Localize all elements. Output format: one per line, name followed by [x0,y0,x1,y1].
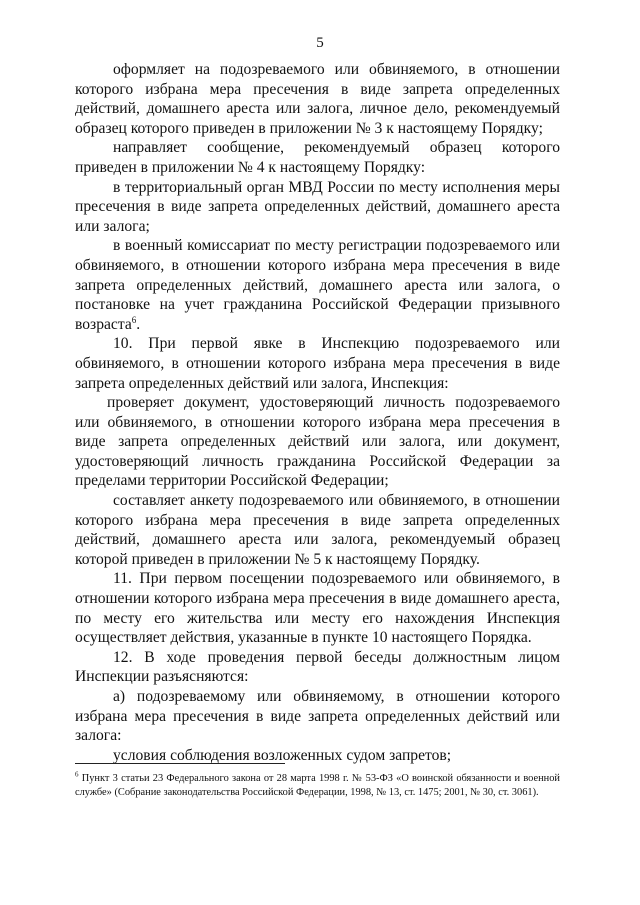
paragraph-questionnaire: составляет анкету подозреваемого или обвиняемого, в отношении которого избрана мера пресечения в виде запрета определенных действий, домашнего ареста или залога, рекомендуемый образец которой приведен в приложении № 5 к настоящему Порядку. [75,492,560,568]
footnote-reference: 6 [131,314,137,325]
footnote [75,772,560,799]
footnote-mark: 6 [75,770,79,779]
paragraph-conditions: условия соблюдения возложенных судом запретов; [113,746,452,764]
footnote-reference-punct: . [136,315,141,333]
paragraph-mvd-body: в территориальный орган МВД России по месту исполнения меры пресечения в виде запрета определенных действий, домашнего ареста или залога; [75,178,560,235]
paragraph-item-10: 10. При первой явке в Инспекцию подозреваемого или обвиняемого, в отношении которого избрана мера пресечения в виде запрета определенных действий или залога, Инспекция: [75,335,560,392]
footnote-text: Пункт 3 статьи 23 Федерального закона от 28 марта 1998 г. № 53-ФЗ «О воинской обязанности и военной службе» (Собрание законодательства Российской Федерации, 1998, № 13, ст. 1475; 2001, № 30, ст. 3061). [75,773,560,798]
paragraph-item-11: 11. При первом посещении подозреваемого или обвиняемого, в отношении которого избрана мера пресечения в виде домашнего ареста, по месту его жительства или месту его нахождения Инспекция осуществляет действия, указанные в пункте 10 настоящего Порядка. [75,570,560,647]
military-commissariat-text: в военный комиссариат по месту регистрации подозреваемого или обвиняемого, в отношении которого избрана мера пресечения в виде запрета определенных действий, домашнего ареста или залога, о постановке на учет гражданина Российской Федерации призывного возраста [75,237,560,333]
footnote-separator [75,763,285,764]
paragraph-item-12-a: а) подозреваемому или обвиняемому, в отношении которого избрана мера пресечения в виде запрета определенных действий или залога: [75,688,560,745]
document-body [75,60,560,765]
paragraph-check-document: проверяет документ, удостоверяющий личность подозреваемого или обвиняемого, в отношении которого избрана мера пресечения в виде запрета определенных действий или залога, или документ, удостоверяющий личность гражданина Российской Федерации за пределами территории Российской Федерации; [75,394,560,490]
page-number: 5 [316,35,324,51]
paragraph-send-notice: направляет сообщение, рекомендуемый образец которого приведен в приложении № 4 к настоящему Порядку: [75,139,560,176]
paragraph-personal-file: оформляет на подозреваемого или обвиняемого, в отношении которого избрана мера пресечения в виде запрета определенных действий, домашнего ареста или залога, личное дело, рекомендуемый образец которого приведен в приложении № 3 к настоящему Порядку; [75,61,560,137]
paragraph-item-12: 12. В ходе проведения первой беседы должностным лицом Инспекции разъясняются: [75,648,560,686]
paragraph-military-commissariat [75,236,560,334]
